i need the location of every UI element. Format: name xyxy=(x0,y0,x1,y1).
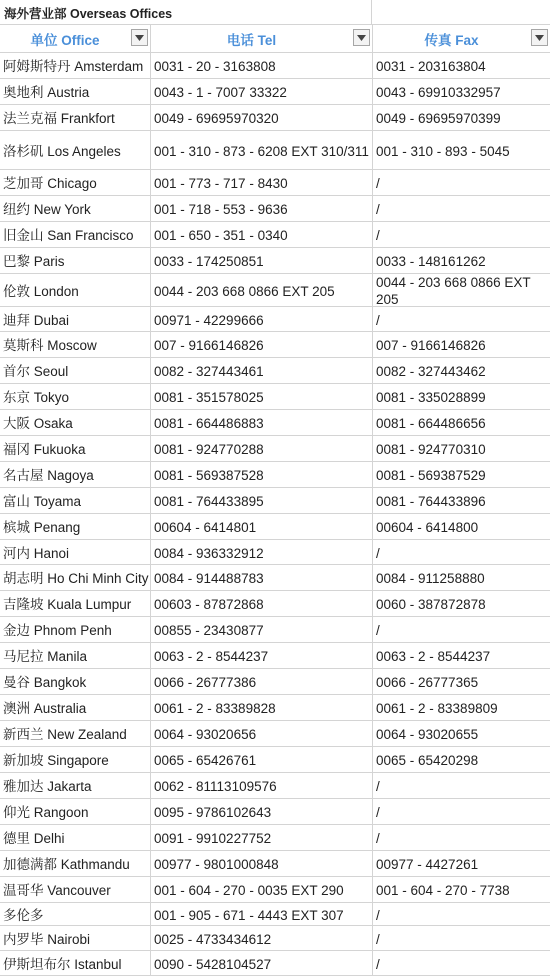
fax-cell[interactable]: 00604 - 6414800 xyxy=(376,520,479,535)
tel-cell[interactable]: 007 - 9166146826 xyxy=(151,332,373,357)
fax-cell[interactable]: 0064 - 93020655 xyxy=(376,727,479,742)
fax-cell[interactable]: 0084 - 911258880 xyxy=(376,571,485,586)
filter-dropdown-button[interactable] xyxy=(131,29,148,46)
office-cell[interactable]: 奥地利 Austria xyxy=(0,79,151,104)
header-tel-label: 电话 Tel xyxy=(226,32,277,48)
tel-cell[interactable]: 0091 - 9910227752 xyxy=(151,825,373,850)
fax-cell[interactable]: / xyxy=(376,545,380,561)
office-cell[interactable]: 马尼拉 Manila xyxy=(0,643,151,668)
table-body xyxy=(0,53,550,976)
office-cell[interactable]: 名古屋 Nagoya xyxy=(0,462,151,487)
fax-cell[interactable]: / xyxy=(376,956,380,972)
fax-cell[interactable]: 0082 - 327443462 xyxy=(376,364,486,379)
chevron-down-icon xyxy=(357,35,366,41)
table-row[interactable] xyxy=(0,332,550,358)
office-cell[interactable]: 多伦多 xyxy=(0,903,151,925)
tel-cell[interactable]: 0065 - 65426761 xyxy=(151,747,373,772)
table-row[interactable] xyxy=(0,799,550,825)
chevron-down-icon xyxy=(135,35,144,41)
tel-cell[interactable]: 0044 - 203 668 0866 EXT 205 xyxy=(151,274,373,306)
tel-cell[interactable]: 0081 - 764433895 xyxy=(151,488,373,513)
filter-dropdown-button[interactable] xyxy=(531,29,548,46)
office-cell[interactable]: 东京 Tokyo xyxy=(0,384,151,409)
header-office-label: 单位 Office xyxy=(30,32,100,48)
office-cell[interactable]: 伊斯坦布尔 Istanbul xyxy=(0,951,151,975)
office-cell[interactable]: 巴黎 Paris xyxy=(0,248,151,273)
header-tel xyxy=(151,25,373,52)
table-row[interactable] xyxy=(0,462,550,488)
tel-cell[interactable]: 0081 - 569387528 xyxy=(151,462,373,487)
tel-cell[interactable]: 0063 - 2 - 8544237 xyxy=(151,643,373,668)
office-cell[interactable]: 洛杉矶 Los Angeles xyxy=(0,131,151,169)
table-row[interactable] xyxy=(0,591,550,617)
table-row[interactable] xyxy=(0,53,550,79)
fax-cell[interactable]: / xyxy=(376,202,380,217)
table-row[interactable] xyxy=(0,274,550,307)
table-row[interactable] xyxy=(0,384,550,410)
fax-cell[interactable]: 0060 - 387872878 xyxy=(376,597,486,612)
tel-cell[interactable]: 0066 - 26777386 xyxy=(151,669,373,694)
table-row[interactable] xyxy=(0,877,550,903)
table-row[interactable] xyxy=(0,105,550,131)
tel-cell[interactable]: 0043 - 1 - 7007 33322 xyxy=(151,79,373,104)
office-cell[interactable]: 富山 Toyama xyxy=(0,488,151,513)
fax-cell[interactable]: / xyxy=(376,623,380,638)
table-row[interactable] xyxy=(0,170,550,196)
tel-cell[interactable]: 00604 - 6414801 xyxy=(151,514,373,539)
tel-cell[interactable]: 0090 - 5428104527 xyxy=(151,951,373,975)
tel-cell[interactable]: 0081 - 924770288 xyxy=(151,436,373,461)
tel-cell[interactable]: 0095 - 9786102643 xyxy=(151,799,373,824)
office-cell[interactable]: 首尔 Seoul xyxy=(0,358,151,383)
fax-cell[interactable]: / xyxy=(376,831,380,846)
chevron-down-icon xyxy=(535,35,544,41)
filter-dropdown-button[interactable] xyxy=(353,29,370,46)
fax-cell[interactable]: 0031 - 203163804 xyxy=(376,59,486,74)
office-cell[interactable]: 旧金山 San Francisco xyxy=(0,222,151,247)
tel-cell[interactable]: 0084 - 914488783 xyxy=(151,565,373,590)
office-cell[interactable]: 新加坡 Singapore xyxy=(0,747,151,772)
office-cell[interactable]: 内罗毕 Nairobi xyxy=(0,926,151,950)
tel-cell[interactable]: 00603 - 87872868 xyxy=(151,591,373,616)
fax-cell[interactable]: / xyxy=(376,779,380,794)
fax-cell[interactable]: 007 - 9166146826 xyxy=(376,338,486,353)
office-cell[interactable]: 雅加达 Jakarta xyxy=(0,773,151,798)
header-office xyxy=(0,25,151,52)
office-cell[interactable]: 阿姆斯特丹 Amsterdam xyxy=(0,53,151,78)
header-fax xyxy=(373,25,550,52)
table-row[interactable] xyxy=(0,747,550,773)
table-row[interactable] xyxy=(0,669,550,695)
table-row[interactable] xyxy=(0,488,550,514)
table-row[interactable] xyxy=(0,222,550,248)
tel-cell[interactable]: 0049 - 69695970320 xyxy=(151,105,373,130)
tel-cell[interactable]: 001 - 773 - 717 - 8430 xyxy=(151,170,373,195)
fax-cell[interactable]: 001 - 604 - 270 - 7738 xyxy=(376,883,510,898)
fax-cell[interactable]: 0081 - 664486656 xyxy=(376,416,486,431)
table-row[interactable] xyxy=(0,825,550,851)
office-cell[interactable]: 曼谷 Bangkok xyxy=(0,669,151,694)
table-row[interactable] xyxy=(0,695,550,721)
tel-cell[interactable]: 001 - 650 - 351 - 0340 xyxy=(151,222,373,247)
tel-cell[interactable]: 0033 - 174250851 xyxy=(151,248,373,273)
office-cell[interactable]: 大阪 Osaka xyxy=(0,410,151,435)
header-fax-label: 传真 Fax xyxy=(424,32,479,48)
fax-cell[interactable]: 0044 - 203 668 0866 EXT 205 xyxy=(376,275,531,306)
table-row[interactable] xyxy=(0,131,550,170)
office-cell[interactable]: 温哥华 Vancouver xyxy=(0,877,151,902)
table-row[interactable] xyxy=(0,951,550,976)
office-cell[interactable]: 胡志明 Ho Chi Minh City xyxy=(0,565,151,590)
table-row[interactable] xyxy=(0,617,550,643)
office-cell[interactable]: 加德满都 Kathmandu xyxy=(0,851,151,876)
fax-cell[interactable]: / xyxy=(376,312,380,328)
tel-cell[interactable]: 001 - 905 - 671 - 4443 EXT 307 xyxy=(151,903,373,925)
office-cell[interactable]: 芝加哥 Chicago xyxy=(0,170,151,195)
office-cell[interactable]: 金边 Phnom Penh xyxy=(0,617,151,642)
tel-cell[interactable]: 0082 - 327443461 xyxy=(151,358,373,383)
tel-cell[interactable]: 0062 - 81113109576 xyxy=(151,773,373,798)
fax-cell[interactable]: 0043 - 69910332957 xyxy=(376,85,501,100)
table-row[interactable] xyxy=(0,643,550,669)
table-row[interactable] xyxy=(0,196,550,222)
office-cell[interactable]: 莫斯科 Moscow xyxy=(0,332,151,357)
fax-cell[interactable]: / xyxy=(376,931,380,947)
fax-cell[interactable]: 0033 - 148161262 xyxy=(376,254,486,269)
office-cell[interactable]: 法兰克福 Frankfort xyxy=(0,105,151,130)
office-cell[interactable]: 伦敦 London xyxy=(0,274,151,306)
tel-cell[interactable]: 0061 - 2 - 83389828 xyxy=(151,695,373,720)
empty-cell xyxy=(372,0,550,24)
table-row[interactable] xyxy=(0,851,550,877)
office-cell[interactable]: 福冈 Fukuoka xyxy=(0,436,151,461)
table-row[interactable] xyxy=(0,903,550,926)
fax-cell[interactable]: / xyxy=(376,907,380,923)
office-cell[interactable]: 河内 Hanoi xyxy=(0,540,151,564)
header-row xyxy=(0,25,550,53)
office-cell[interactable]: 新西兰 New Zealand xyxy=(0,721,151,746)
fax-cell[interactable]: 0066 - 26777365 xyxy=(376,675,479,690)
fax-cell[interactable]: 0081 - 764433896 xyxy=(376,494,486,509)
office-cell[interactable]: 纽约 New York xyxy=(0,196,151,221)
tel-cell[interactable]: 001 - 604 - 270 - 0035 EXT 290 xyxy=(151,877,373,902)
table-row[interactable] xyxy=(0,307,550,332)
tel-cell[interactable]: 0031 - 20 - 3163808 xyxy=(151,53,373,78)
fax-cell[interactable]: 0081 - 924770310 xyxy=(376,442,486,457)
office-cell[interactable]: 澳洲 Australia xyxy=(0,695,151,720)
table-row[interactable] xyxy=(0,436,550,462)
title-row xyxy=(0,0,550,25)
fax-cell[interactable]: 0081 - 335028899 xyxy=(376,390,486,405)
table-row[interactable] xyxy=(0,773,550,799)
table-row[interactable] xyxy=(0,79,550,105)
table-row[interactable] xyxy=(0,721,550,747)
table-row[interactable] xyxy=(0,540,550,565)
tel-cell[interactable]: 00977 - 9801000848 xyxy=(151,851,373,876)
office-cell[interactable]: 仰光 Rangoon xyxy=(0,799,151,824)
office-cell[interactable]: 迪拜 Dubai xyxy=(0,307,151,331)
sheet-title: 海外营业部 Overseas Offices xyxy=(0,0,372,24)
fax-cell[interactable]: 0065 - 65420298 xyxy=(376,753,479,768)
fax-cell[interactable]: 001 - 310 - 893 - 5045 xyxy=(376,143,510,159)
office-cell[interactable]: 槟城 Penang xyxy=(0,514,151,539)
table-row[interactable] xyxy=(0,358,550,384)
tel-cell[interactable]: 0084 - 936332912 xyxy=(151,540,373,564)
tel-cell[interactable]: 0025 - 4733434612 xyxy=(151,926,373,950)
fax-cell[interactable]: / xyxy=(376,805,380,820)
tel-cell[interactable]: 001 - 310 - 873 - 6208 EXT 310/311 xyxy=(151,131,373,169)
office-cell[interactable]: 德里 Delhi xyxy=(0,825,151,850)
fax-cell[interactable]: 0061 - 2 - 83389809 xyxy=(376,701,498,716)
fax-cell[interactable]: 00977 - 4427261 xyxy=(376,857,479,872)
table-row[interactable] xyxy=(0,248,550,274)
table-row[interactable] xyxy=(0,514,550,540)
tel-cell[interactable]: 0081 - 351578025 xyxy=(151,384,373,409)
tel-cell[interactable]: 00855 - 23430877 xyxy=(151,617,373,642)
fax-cell[interactable]: / xyxy=(376,176,380,191)
table-row[interactable] xyxy=(0,565,550,591)
tel-cell[interactable]: 0081 - 664486883 xyxy=(151,410,373,435)
fax-cell[interactable]: 0063 - 2 - 8544237 xyxy=(376,649,491,664)
tel-cell[interactable]: 0064 - 93020656 xyxy=(151,721,373,746)
tel-cell[interactable]: 00971 - 42299666 xyxy=(151,307,373,331)
tel-cell[interactable]: 001 - 718 - 553 - 9636 xyxy=(151,196,373,221)
table-row[interactable] xyxy=(0,410,550,436)
fax-cell[interactable]: / xyxy=(376,228,380,243)
fax-cell[interactable]: 0081 - 569387529 xyxy=(376,468,486,483)
fax-cell[interactable]: 0049 - 69695970399 xyxy=(376,111,501,126)
office-cell[interactable]: 吉隆坡 Kuala Lumpur xyxy=(0,591,151,616)
